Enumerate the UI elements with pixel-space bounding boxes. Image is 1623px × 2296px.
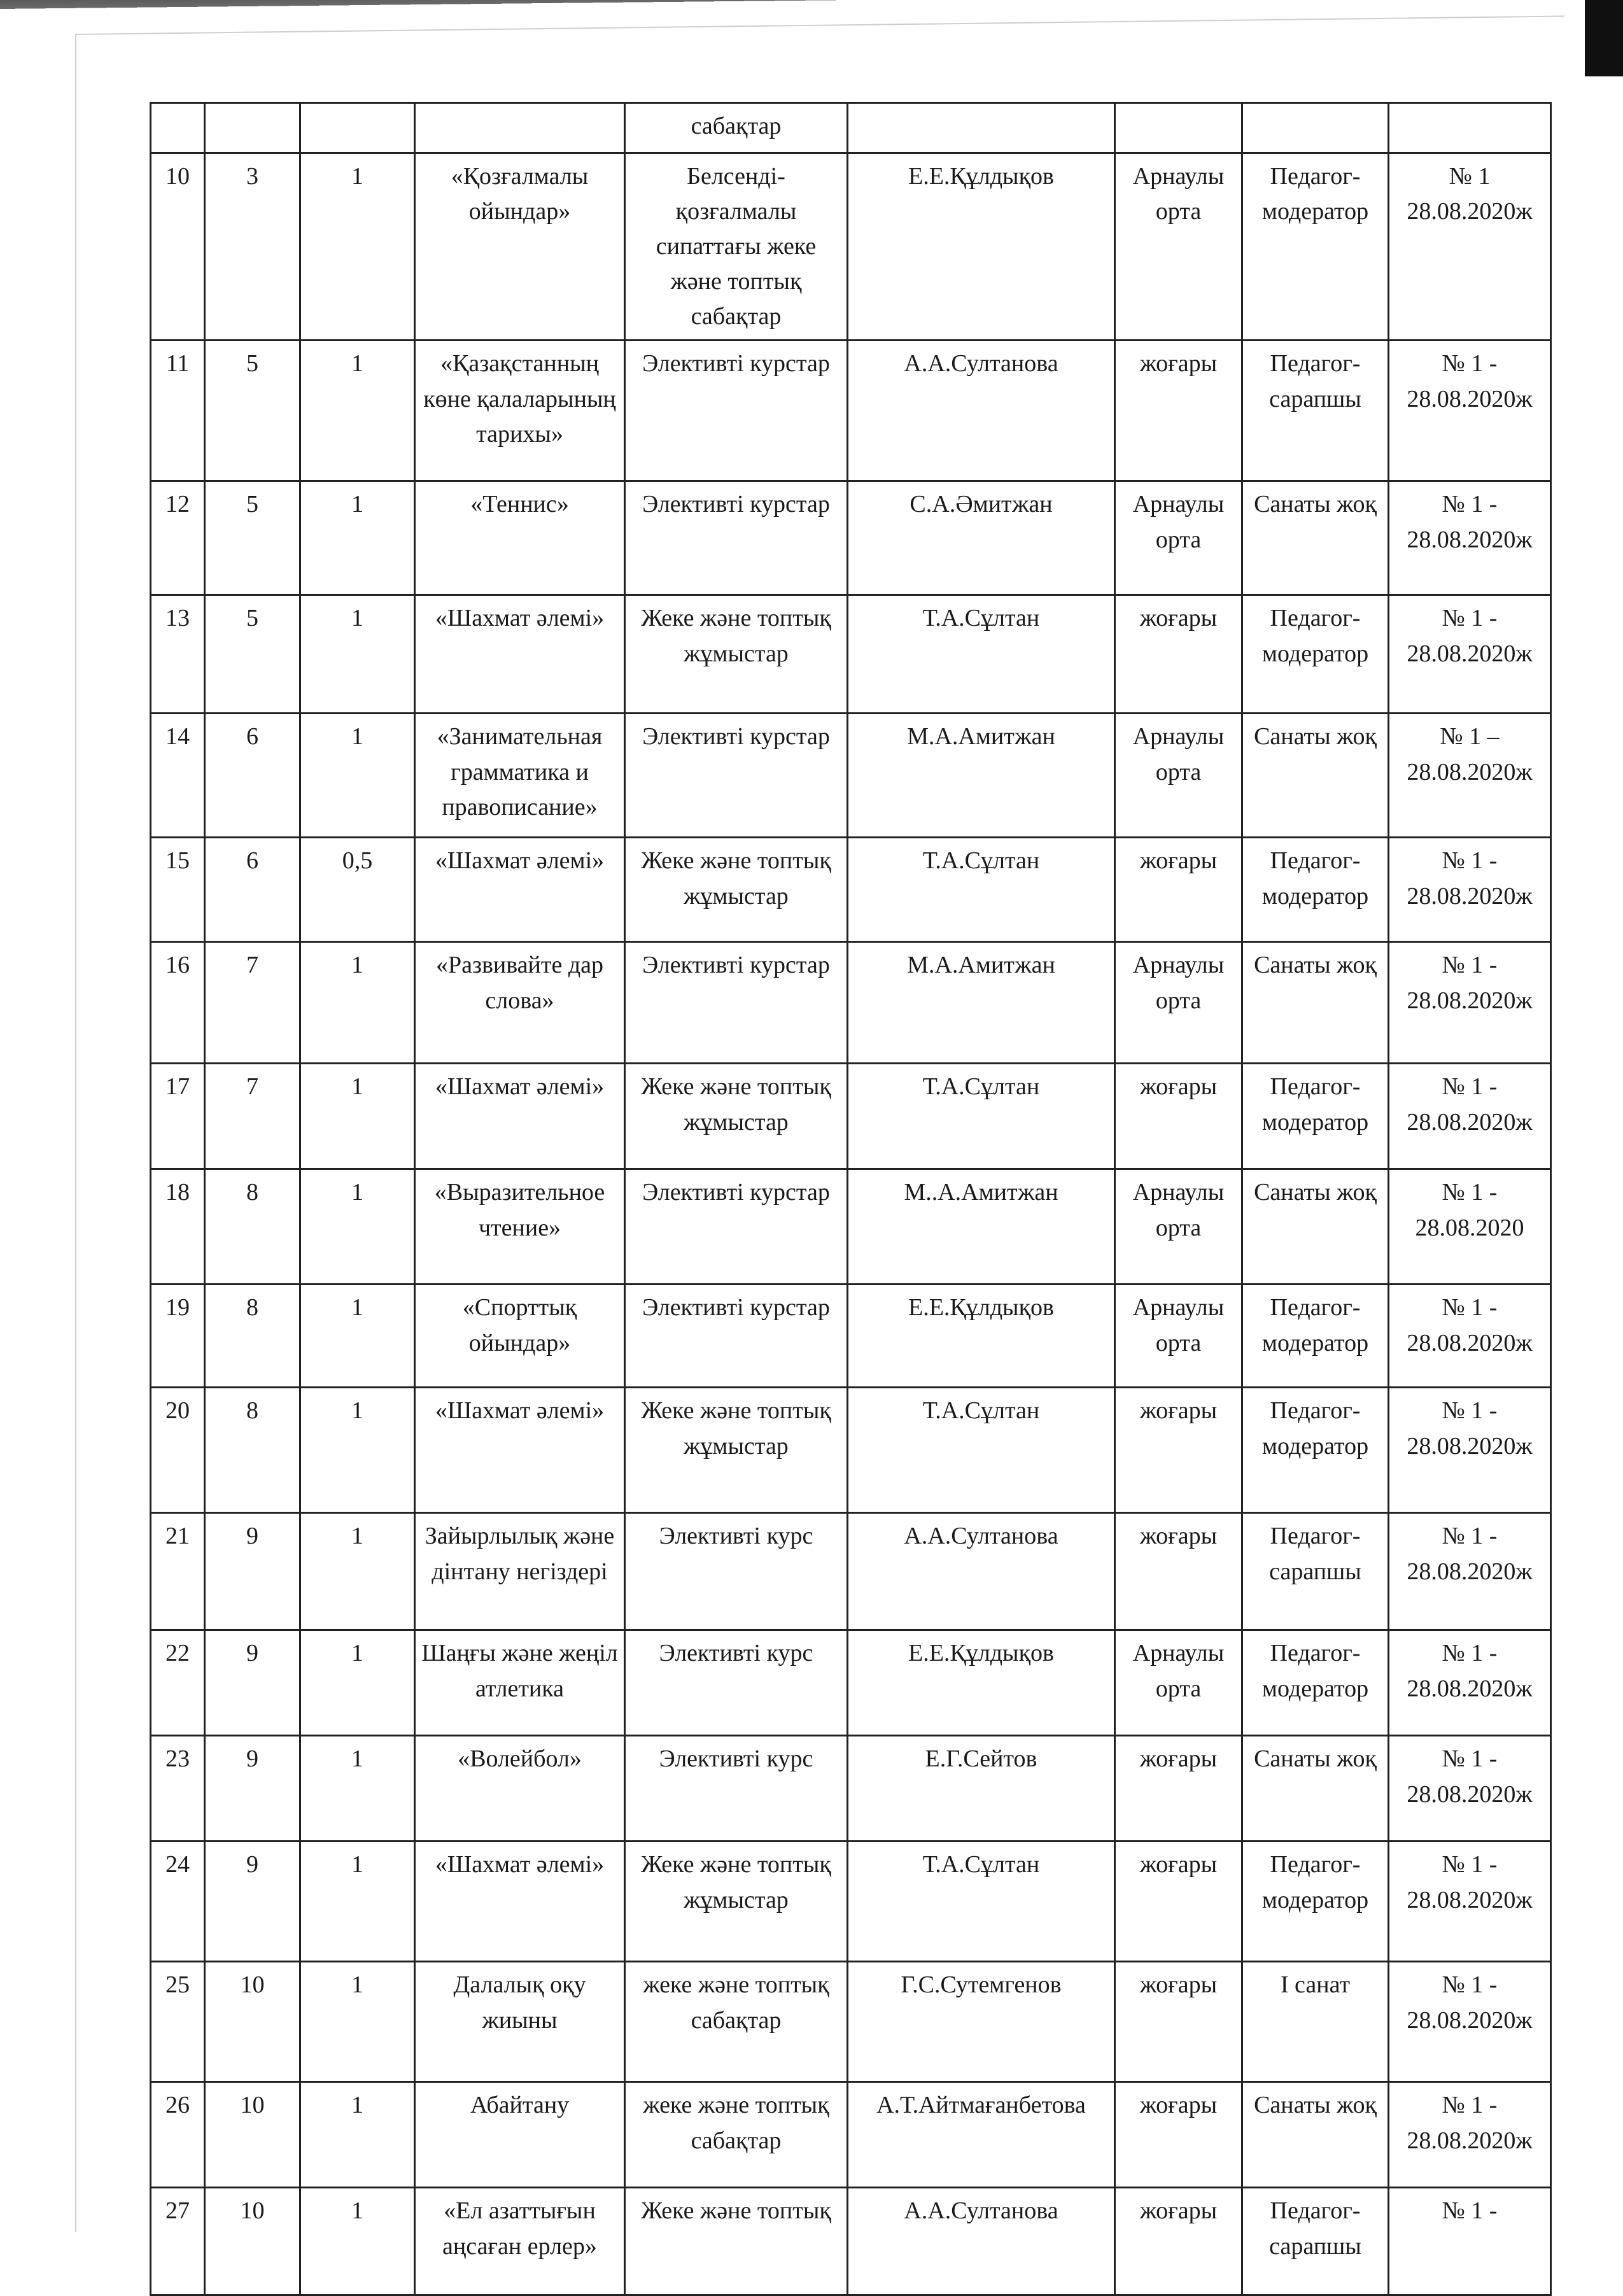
table-row <box>151 1842 1551 1962</box>
cell-hours: 1 <box>300 2082 415 2188</box>
cell-education: жоғары <box>1115 1962 1242 2082</box>
cell-grade: 5 <box>205 341 300 481</box>
cell-hours: 1 <box>300 714 415 838</box>
cell-num: 25 <box>151 1962 205 2082</box>
cell-protocol: № 1 - 28.08.2020ж <box>1389 1630 1551 1736</box>
cell-hours: 1 <box>300 1064 415 1169</box>
cell-education: жоғары <box>1115 1388 1242 1513</box>
cell-num: 22 <box>151 1630 205 1736</box>
cell-grade: 8 <box>205 1169 300 1285</box>
cell-teacher: Т.А.Сұлтан <box>848 1388 1115 1513</box>
cell-subject: «Шахмат әлемі» <box>415 595 625 714</box>
cell-teacher: Е.Е.Құлдықов <box>848 1285 1115 1388</box>
cell-education: жоғары <box>1115 1842 1242 1962</box>
cell-education: Арнаулы орта <box>1115 1169 1242 1285</box>
table-row <box>151 942 1551 1064</box>
cell-subject: «Шахмат әлемі» <box>415 1064 625 1169</box>
cell-type: Элективті курстар <box>625 341 848 481</box>
cell-type: Элективті курстар <box>625 481 848 595</box>
cell-subject <box>415 103 625 153</box>
cell-num: 12 <box>151 481 205 595</box>
cell-subject: «Шахмат әлемі» <box>415 1388 625 1513</box>
cell-education: Арнаулы орта <box>1115 153 1242 341</box>
cell-protocol: № 1 - <box>1389 2188 1551 2295</box>
table-row <box>151 1169 1551 1285</box>
cell-type: Жеке және топтық жұмыстар <box>625 595 848 714</box>
cell-subject: «Қазақстанның көне қалаларының тарихы» <box>415 341 625 481</box>
cell-num: 20 <box>151 1388 205 1513</box>
cell-teacher: А.А.Султанова <box>848 1513 1115 1630</box>
cell-education: Арнаулы орта <box>1115 942 1242 1064</box>
cell-hours: 1 <box>300 1630 415 1736</box>
cell-category: Педагог-модератор <box>1242 595 1389 714</box>
cell-grade: 9 <box>205 1513 300 1630</box>
cell-teacher: Г.С.Сутемгенов <box>848 1962 1115 2082</box>
electives-table <box>150 102 1552 2296</box>
cell-grade: 10 <box>205 1962 300 2082</box>
cell-hours: 1 <box>300 942 415 1064</box>
cell-grade: 7 <box>205 1064 300 1169</box>
cell-protocol: № 1 - 28.08.2020ж <box>1389 2082 1551 2188</box>
table-row <box>151 481 1551 595</box>
cell-teacher: М..А.Амитжан <box>848 1169 1115 1285</box>
cell-protocol: № 1 - 28.08.2020ж <box>1389 481 1551 595</box>
cell-grade: 7 <box>205 942 300 1064</box>
cell-hours: 1 <box>300 1285 415 1388</box>
cell-num: 23 <box>151 1736 205 1842</box>
cell-protocol: № 1 28.08.2020ж <box>1389 153 1551 341</box>
cell-hours: 1 <box>300 1169 415 1285</box>
cell-hours: 1 <box>300 1842 415 1962</box>
cell-grade: 10 <box>205 2188 300 2295</box>
cell-category: Педагог-сарапшы <box>1242 2188 1389 2295</box>
cell-grade: 10 <box>205 2082 300 2188</box>
cell-protocol: № 1 - 28.08.2020ж <box>1389 1513 1551 1630</box>
cell-category: Педагог-сарапшы <box>1242 1513 1389 1630</box>
cell-hours <box>300 103 415 153</box>
cell-num: 24 <box>151 1842 205 1962</box>
cell-category: Санаты жоқ <box>1242 942 1389 1064</box>
cell-type: Жеке және топтық жұмыстар <box>625 1064 848 1169</box>
cell-type: Жеке және топтық жұмыстар <box>625 838 848 942</box>
table-row <box>151 595 1551 714</box>
cell-grade: 6 <box>205 714 300 838</box>
cell-education: жоғары <box>1115 2082 1242 2188</box>
cell-category: Санаты жоқ <box>1242 1169 1389 1285</box>
cell-protocol: № 1 - 28.08.2020ж <box>1389 1285 1551 1388</box>
cell-num: 11 <box>151 341 205 481</box>
cell-grade: 5 <box>205 595 300 714</box>
cell-subject: «Шахмат әлемі» <box>415 1842 625 1962</box>
cell-subject: «Выразительное чтение» <box>415 1169 625 1285</box>
cell-teacher: А.А.Султанова <box>848 341 1115 481</box>
cell-subject: «Занимательная грамматика и правописание» <box>415 714 625 838</box>
cell-type: Жеке және топтық жұмыстар <box>625 1388 848 1513</box>
cell-subject: Далалық оқу жиыны <box>415 1962 625 2082</box>
cell-grade: 8 <box>205 1285 300 1388</box>
cell-num: 26 <box>151 2082 205 2188</box>
cell-protocol: № 1 - 28.08.2020ж <box>1389 838 1551 942</box>
cell-protocol: № 1 - 28.08.2020ж <box>1389 341 1551 481</box>
cell-education: Арнаулы орта <box>1115 1285 1242 1388</box>
cell-education: Арнаулы орта <box>1115 1630 1242 1736</box>
table-row <box>151 1962 1551 2082</box>
cell-hours: 1 <box>300 481 415 595</box>
cell-teacher: Е.Г.Сейтов <box>848 1736 1115 1842</box>
cell-protocol: № 1 - 28.08.2020ж <box>1389 1736 1551 1842</box>
cell-protocol: № 1 - 28.08.2020ж <box>1389 1388 1551 1513</box>
cell-num: 18 <box>151 1169 205 1285</box>
cell-num: 21 <box>151 1513 205 1630</box>
cell-protocol: № 1 - 28.08.2020ж <box>1389 942 1551 1064</box>
cell-grade: 3 <box>205 153 300 341</box>
table-row <box>151 1064 1551 1169</box>
cell-grade: 9 <box>205 1842 300 1962</box>
cell-category: Санаты жоқ <box>1242 714 1389 838</box>
cell-grade <box>205 103 300 153</box>
cell-education: жоғары <box>1115 1736 1242 1842</box>
cell-category: Педагог-модератор <box>1242 1064 1389 1169</box>
cell-education: жоғары <box>1115 1513 1242 1630</box>
table-row <box>151 153 1551 341</box>
cell-education: жоғары <box>1115 838 1242 942</box>
cell-type: Элективті курс <box>625 1513 848 1630</box>
table-row <box>151 341 1551 481</box>
cell-teacher: Т.А.Сұлтан <box>848 595 1115 714</box>
cell-teacher: М.А.Амитжан <box>848 714 1115 838</box>
cell-category: Санаты жоқ <box>1242 1736 1389 1842</box>
cell-hours: 0,5 <box>300 838 415 942</box>
cell-category: Педагог-модератор <box>1242 1388 1389 1513</box>
cell-subject: «Развивайте дар слова» <box>415 942 625 1064</box>
cell-type: жеке және топтық сабақтар <box>625 1962 848 2082</box>
table-row <box>151 2082 1551 2188</box>
cell-protocol: № 1 - 28.08.2020ж <box>1389 1962 1551 2082</box>
cell-hours: 1 <box>300 2188 415 2295</box>
table-row <box>151 2188 1551 2295</box>
cell-category: Педагог-модератор <box>1242 838 1389 942</box>
cell-teacher: Т.А.Сұлтан <box>848 838 1115 942</box>
cell-grade: 5 <box>205 481 300 595</box>
cell-protocol: № 1 - 28.08.2020ж <box>1389 1842 1551 1962</box>
scan-edge <box>1585 0 1623 76</box>
cell-type: Элективті курстар <box>625 1285 848 1388</box>
cell-subject: Абайтану <box>415 2082 625 2188</box>
cell-teacher: А.А.Султанова <box>848 2188 1115 2295</box>
cell-category: Педагог-сарапшы <box>1242 341 1389 481</box>
cell-subject: «Теннис» <box>415 481 625 595</box>
cell-type: Элективті курстар <box>625 1169 848 1285</box>
cell-grade: 9 <box>205 1630 300 1736</box>
cell-education: жоғары <box>1115 2188 1242 2295</box>
cell-protocol: № 1 - 28.08.2020 <box>1389 1169 1551 1285</box>
cell-protocol: № 1 - 28.08.2020ж <box>1389 1064 1551 1169</box>
cell-category: І санат <box>1242 1962 1389 2082</box>
cell-grade: 9 <box>205 1736 300 1842</box>
cell-num: 13 <box>151 595 205 714</box>
cell-type: Жеке және топтық жұмыстар <box>625 1842 848 1962</box>
cell-type: Жеке және топтық <box>625 2188 848 2295</box>
cell-subject: «Ел азаттығын аңсаған ерлер» <box>415 2188 625 2295</box>
cell-teacher <box>848 103 1115 153</box>
cell-type: Элективті курстар <box>625 714 848 838</box>
cell-subject: «Волейбол» <box>415 1736 625 1842</box>
cell-protocol <box>1389 103 1551 153</box>
cell-hours: 1 <box>300 1388 415 1513</box>
cell-category: Педагог-модератор <box>1242 153 1389 341</box>
cell-grade: 6 <box>205 838 300 942</box>
table-row-continued <box>151 103 1551 153</box>
cell-grade: 8 <box>205 1388 300 1513</box>
cell-teacher: А.Т.Айтмағанбетова <box>848 2082 1115 2188</box>
cell-category: Педагог-модератор <box>1242 1285 1389 1388</box>
cell-num: 17 <box>151 1064 205 1169</box>
cell-hours: 1 <box>300 1513 415 1630</box>
cell-subject: «Спорттық ойындар» <box>415 1285 625 1388</box>
table-row <box>151 1388 1551 1513</box>
cell-teacher: Е.Е.Құлдықов <box>848 1630 1115 1736</box>
cell-hours: 1 <box>300 595 415 714</box>
cell-subject: «Қозғалмалы ойындар» <box>415 153 625 341</box>
cell-num: 19 <box>151 1285 205 1388</box>
cell-teacher: Е.Е.Құлдықов <box>848 153 1115 341</box>
cell-num: 27 <box>151 2188 205 2295</box>
cell-protocol: № 1 - 28.08.2020ж <box>1389 595 1551 714</box>
table-row <box>151 1285 1551 1388</box>
cell-teacher: Т.А.Сұлтан <box>848 1842 1115 1962</box>
cell-type: Элективті курс <box>625 1630 848 1736</box>
cell-type: Элективті курстар <box>625 942 848 1064</box>
cell-type: Элективті курс <box>625 1736 848 1842</box>
cell-education: жоғары <box>1115 341 1242 481</box>
cell-category: Педагог-модератор <box>1242 1630 1389 1736</box>
cell-teacher: С.А.Әмитжан <box>848 481 1115 595</box>
cell-hours: 1 <box>300 341 415 481</box>
table-row <box>151 1513 1551 1630</box>
cell-education: Арнаулы орта <box>1115 714 1242 838</box>
cell-subject: «Шахмат әлемі» <box>415 838 625 942</box>
cell-type: жеке және топтық сабақтар <box>625 2082 848 2188</box>
table-row <box>151 838 1551 942</box>
cell-hours: 1 <box>300 1736 415 1842</box>
cell-type: сабақтар <box>625 103 848 153</box>
cell-subject: Шаңғы және жеңіл атлетика <box>415 1630 625 1736</box>
cell-hours: 1 <box>300 1962 415 2082</box>
table-row <box>151 1736 1551 1842</box>
cell-num: 14 <box>151 714 205 838</box>
cell-protocol: № 1 – 28.08.2020ж <box>1389 714 1551 838</box>
cell-num <box>151 103 205 153</box>
cell-num: 16 <box>151 942 205 1064</box>
table-row <box>151 1630 1551 1736</box>
cell-education: жоғары <box>1115 1064 1242 1169</box>
cell-category <box>1242 103 1389 153</box>
cell-num: 10 <box>151 153 205 341</box>
cell-subject: Зайырлылық және дінтану негіздері <box>415 1513 625 1630</box>
cell-category: Санаты жоқ <box>1242 2082 1389 2188</box>
cell-type: Белсенді-қозғалмалы сипаттағы жеке және топтық сабақтар <box>625 153 848 341</box>
cell-num: 15 <box>151 838 205 942</box>
cell-education <box>1115 103 1242 153</box>
cell-category: Педагог-модератор <box>1242 1842 1389 1962</box>
cell-teacher: Т.А.Сұлтан <box>848 1064 1115 1169</box>
cell-category: Санаты жоқ <box>1242 481 1389 595</box>
table-row <box>151 714 1551 838</box>
cell-education: Арнаулы орта <box>1115 481 1242 595</box>
cell-teacher: М.А.Амитжан <box>848 942 1115 1064</box>
cell-education: жоғары <box>1115 595 1242 714</box>
cell-hours: 1 <box>300 153 415 341</box>
